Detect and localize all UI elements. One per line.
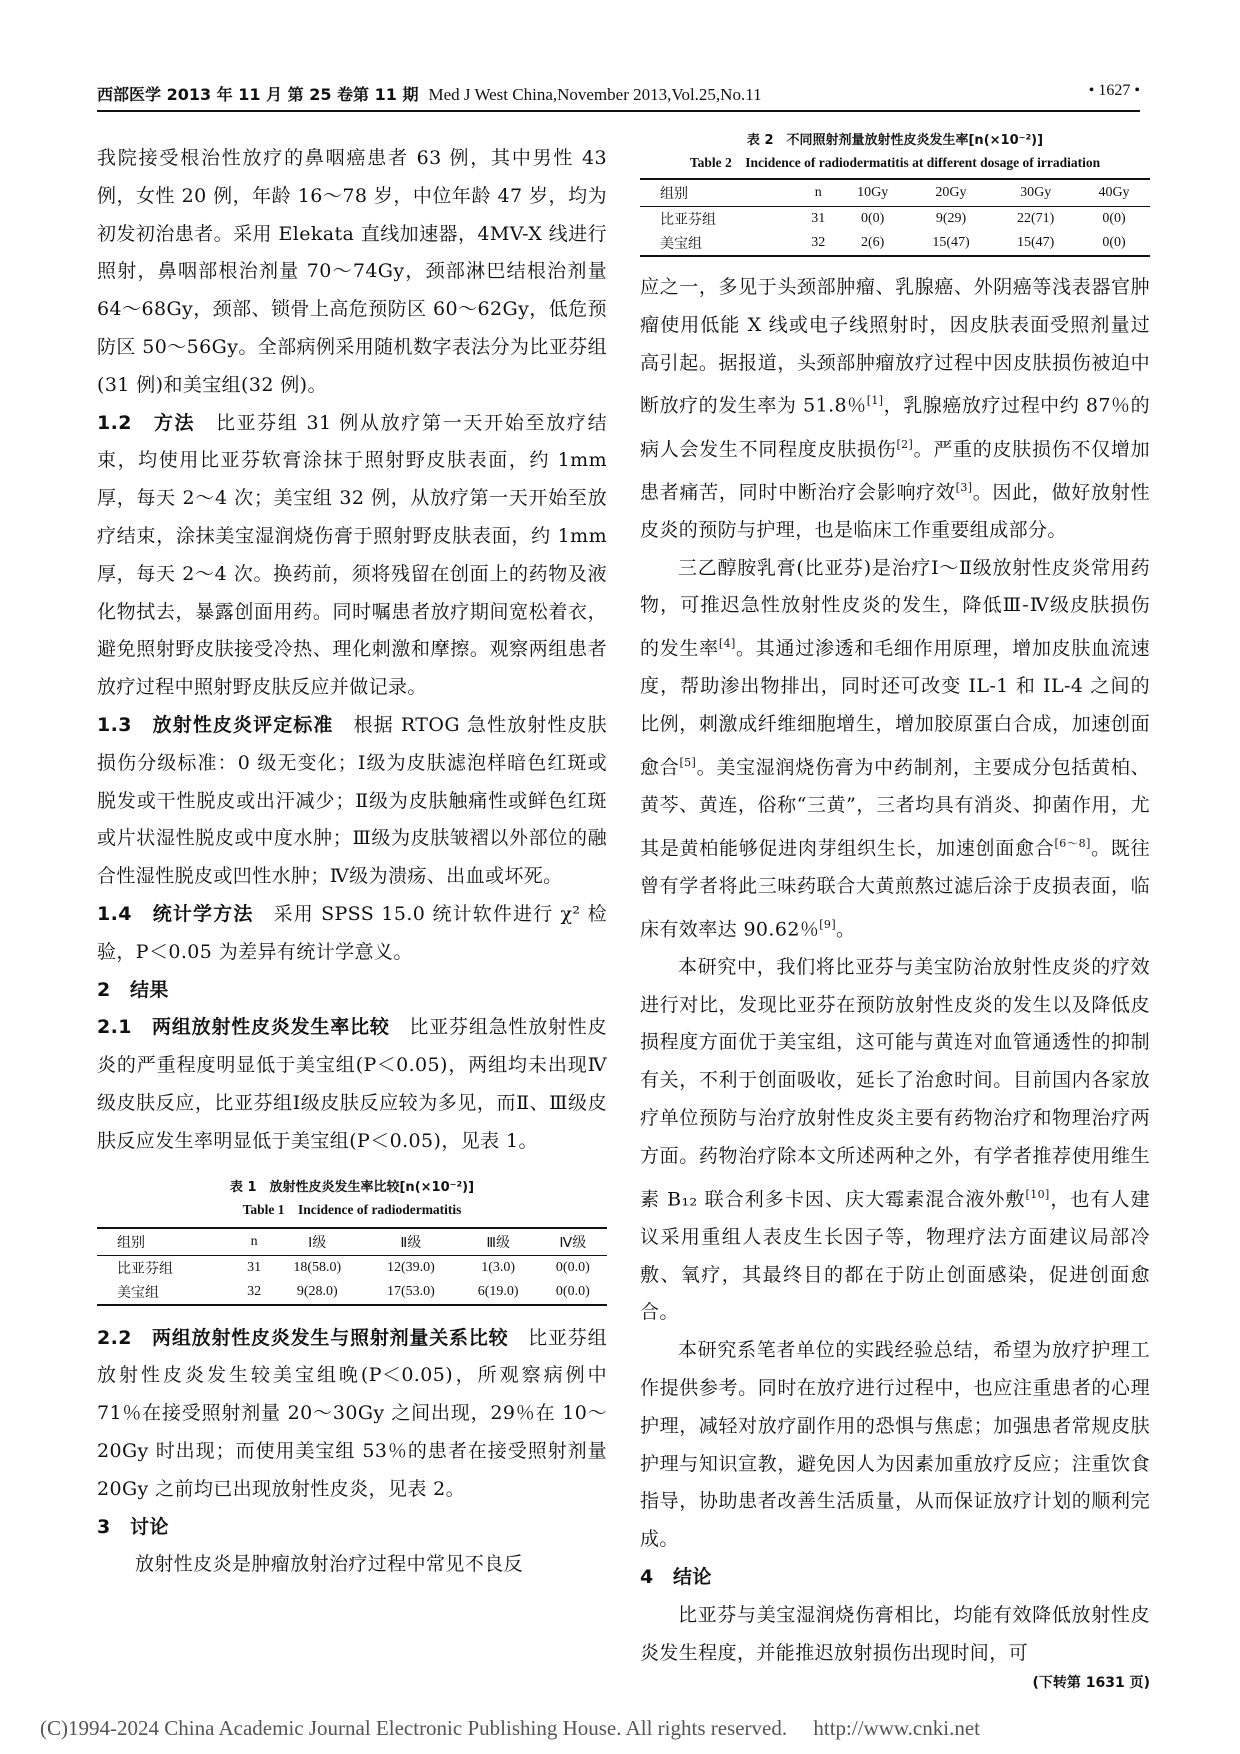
citation: [1] [866,394,884,408]
table-row: 美宝组 32 2(6) 15(47) 15(47) 0(0) [640,231,1150,256]
page-number: • 1627 • [1088,82,1140,99]
table-header-row: 组别 n Ⅰ级 Ⅱ级 Ⅲ级 Ⅳ级 [97,1228,607,1256]
table-2 [640,130,1150,257]
paragraph: 三乙醇胺乳膏(比亚芬)是治疗Ⅰ～Ⅱ级放射性皮炎常用药物，可推迟急性放射性皮炎的发生，降低Ⅲ-Ⅳ级皮肤损伤的发生率[4]。其通过渗透和毛细作用原理，增加皮肤血流速度，帮助渗出物排出，同时还可改变 IL-1 和 IL-4 之间的比例，刺激成纤维细胞增生，增加胶原蛋白合成，加速创面愈合[5]。美宝湿润烧伤膏为中药制剂，主要成分包括黄柏、黄芩、黄连，俗称“三黄”，三者均具有消炎、抑菌作用，尤其是黄柏能够促进肉芽组织生长，加速创面愈合[6～8]。既往曾有学者将此三味药联合大黄煎熬过滤后涂于皮损表面，临床有效率达 90.62％[9]。 [640,556,1150,941]
left-column [97,140,607,1584]
paragraph: 比亚芬与美宝湿润烧伤膏相比，均能有效降低放射性皮炎发生程度，并能推迟放射损伤出现时间，可 [640,1603,1150,1664]
journal-title-en: Med J West China,November 2013,Vol.25,No.11 [428,85,762,104]
citation: [2] [896,437,914,451]
citation: [3] [955,480,973,494]
running-header [97,82,1140,112]
table-caption-cn: 表 1 放射性皮炎发生率比较[n(×10⁻²)] [229,1179,475,1195]
table-row: 美宝组 32 9(28.0) 17(53.0) 6(19.0) 0(0.0) [97,1280,607,1305]
paragraph: 1.3 放射性皮炎评定标准 根据 RTOG 急性放射性皮肤损伤分级标准：0 级无变化；Ⅰ级为皮肤滤泡样暗色红斑或脱发或干性脱皮或出汗减少；Ⅱ级为皮肤触痛性或鲜色红斑或片状湿性脱皮或中度水肿；Ⅲ级为皮肤皱褶以外部位的融合性湿性脱皮或凹性水肿；Ⅳ级为溃疡、出血或坏死。 [97,713,607,888]
paragraph: 放射性皮炎是肿瘤放射治疗过程中常见不良反 [135,1553,524,1576]
citation: [4] [718,637,736,651]
right-column [640,130,1150,1692]
citation: [10] [1025,1187,1050,1201]
paragraph: 我院接受根治性放疗的鼻咽癌患者 63 例，其中男性 43 例，女性 20 例，年龄 16～78 岁，中位年龄 47 岁，均为初发初治患者。采用 Elekata 直线加速器，4MV-X 线进行照射，鼻咽部根治剂量 70～74Gy，颈部淋巴结根治剂量 64～68Gy，颈部、锁骨上高危预防区 60～62Gy，低危预防区 50～56Gy。全部病例采用随机数字表法分为比亚芬组(31 例)和美宝组(32 例)。 [97,147,607,396]
paragraph: 1.4 统计学方法 采用 SPSS 15.0 统计软件进行 χ² 检验，P＜0.05 为差异有统计学意义。 [97,902,607,963]
citation: [9] [819,917,837,931]
section-heading: 2 结果 [97,978,169,1001]
continued-note: (下转第 1631 页) [1032,1675,1150,1692]
table-caption-en: Table 2 Incidence of radiodermatitis at different dosage of irradiation [689,155,1101,170]
section-heading: 4 结论 [640,1565,712,1588]
table-row: 比亚芬组 31 0(0) 9(29) 22(71) 0(0) [660,211,1126,228]
paragraph: 2.1 两组放射性皮炎发生率比较 比亚芬组急性放射性皮炎的严重程度明显低于美宝组(P＜0.05)，两组均未出现Ⅳ级皮肤反应，比亚芬组Ⅰ级皮肤反应较为多见，而Ⅱ、Ⅲ级皮肤反应发生率明显低于美宝组(P＜0.05)，见表 1。 [97,1016,607,1152]
citation: [5] [679,755,697,769]
table-header-row: 组别 n 10Gy 20Gy 30Gy 40Gy [640,179,1150,207]
paragraph: 2.2 两组放射性皮炎发生与照射剂量关系比较 比亚芬组放射性皮炎发生较美宝组晚(P＜0.05)，所观察病例中 71％在接受照射剂量 20～30Gy 之间出现，29％在 10～20Gy 时出现；而使用美宝组 53％的患者在接受照射剂量 20Gy 之前均已出现放射性皮炎，见表 2。 [97,1326,607,1500]
copyright-footer: (C)1994-2024 China Academic Journal Electronic Publishing House. All rights reserved. http://www.cnki.net [40,1716,980,1740]
section-heading: 1.4 统计学方法 [97,902,254,925]
citation: [6～8] [1054,836,1091,850]
paragraph: 本研究中，我们将比亚芬与美宝防治放射性皮炎的疗效进行对比，发现比亚芬在预防放射性皮炎的发生以及降低皮损程度方面优于美宝组，这可能与黄连对血管通透性的抑制有关，不利于创面吸收，延长了治愈时间。目前国内各家放疗单位预防与治疗放射性皮炎主要有药物治疗和物理治疗两方面。药物治疗除本文所述两种之外，有学者推荐使用维生素 B₁₂ 联合利多卡因、庆大霉素混合液外敷[10]，也有人建议采用重组人表皮生长因子等，物理疗法方面建议局部冷敷、氧疗，其最终目的都在于防止创面感染，促进创面愈合。 [640,955,1150,1324]
journal-title-cn: 西部医学 2013 年 11 月 第 25 卷第 11 期 [97,85,419,104]
table-caption-en: Table 1 Incidence of radiodermatitis [242,1201,462,1217]
section-heading: 1.3 放射性皮炎评定标准 [97,713,334,736]
paragraph: 本研究系笔者单位的实践经验总结，希望为放疗护理工作提供参考。同时在放疗进行过程中，也应注重患者的心理护理，减轻对放疗副作用的恐惧与焦虑；加强患者常规皮肤护理与知识宣教，避免因人为因素加重放疗反应；注重饮食指导，协助患者改善生活质量，从而保证放疗计划的顺利完成。 [640,1339,1150,1551]
section-heading: 3 讨论 [97,1515,169,1538]
table-caption-cn: 表 2 不同照射剂量放射性皮炎发生率[n(×10⁻²)] [746,133,1044,148]
paragraph: 1.2 方法 比亚芬组 31 例从放疗第一天开始至放疗结束，均使用比亚芬软膏涂抹于照射野皮肤表面，约 1mm 厚，每天 2～4 次；美宝组 32 例，从放疗第一天开始至放疗结束，涂抹美宝湿润烧伤膏于照射野皮肤表面，约 1mm 厚，每天 2～4 次。换药前，须将残留在创面上的药物及液化物拭去，暴露创面用药。同时嘱患者放疗期间宽松着衣，避免照射野皮肤接受冷热、理化刺激和摩擦。观察两组患者放疗过程中照射野皮肤反应并做记录。 [97,411,608,699]
table-row: 比亚芬组 31 18(58.0) 12(39.0) 1(3.0) 0(0.0) [117,1259,590,1277]
section-heading: 2.2 两组放射性皮炎发生与照射剂量关系比较 [97,1326,509,1349]
section-heading: 2.1 两组放射性皮炎发生率比较 [97,1016,390,1039]
table-1 [97,1177,607,1306]
section-heading: 1.2 方法 [97,411,196,434]
paragraph: 应之一，多见于头颈部肿瘤、乳腺癌、外阴癌等浅表器官肿瘤使用低能 X 线或电子线照射时，因皮肤表面受照剂量过高引起。据报道，头颈部肿瘤放疗过程中因皮肤损伤被迫中断放疗的发生率为 51.8％[1]，乳腺癌放疗过程中约 87％的病人会发生不同程度皮肤损伤[2]。严重的皮肤损伤不仅增加患者痛苦，同时中断治疗会影响疗效[3]。因此，做好放射性皮炎的预防与护理，也是临床工作重要组成部分。 [640,276,1151,541]
